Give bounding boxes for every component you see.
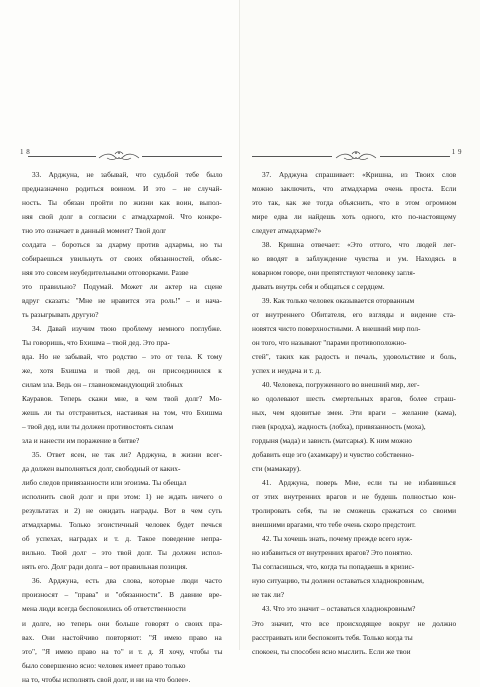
header-rule <box>142 156 222 157</box>
text-line: ко одолевают шесть смертельных врагов, более страш- <box>252 394 456 404</box>
text-line: 34. Давай изучим твою проблему немного поглубже. <box>32 324 222 334</box>
text-line: новятся чисто поверхностными. А внешний мир пол- <box>252 324 421 334</box>
text-line: но избавиться от внутренних врагов? Это понятно. <box>252 548 413 558</box>
right-page-text <box>252 168 456 659</box>
text-line: 37. Арджуна спрашивает: «Кришна, из Твоих слов <box>262 170 457 179</box>
text-line: на то, чтобы исполнять свой долг, и ни на что более». <box>22 674 191 684</box>
text-line: следует атмадхарме?» <box>252 226 322 236</box>
text-line: результатах и 2) не ожидать награды. Вот в чем суть <box>22 506 222 516</box>
text-line: либо следов привязанности или эгоизма. Ты обещал <box>22 478 187 488</box>
page-number-right: 1 9 <box>451 148 462 156</box>
text-line: силам зла. Ведь он – главнокомандующий злобных <box>22 380 183 390</box>
text-line: внешними врагами, что тебе очень скоро предстоит. <box>252 520 416 530</box>
text-line: ть разыгрывать другую? <box>22 310 99 320</box>
text-line: Ты согласишься, что, когда ты попадаешь в кризис- <box>252 562 415 572</box>
ornament-icon <box>334 149 378 163</box>
text-line: не так ли? <box>252 590 285 600</box>
left-page-header <box>0 148 240 162</box>
text-line: зла и нанести им поражение в битве? <box>22 436 140 446</box>
ornament-icon <box>97 149 141 163</box>
text-line: мире едва ли найдешь хоть одного, кто по-настоящему <box>252 212 457 222</box>
text-line: исполнить свой долг и при этом: 1) не ждать ничего о <box>22 492 223 502</box>
text-line: это правильно? Подумай. Может ли актер на сцене <box>22 282 223 292</box>
text-line: – твой дед, или ты должен противостоять силам <box>22 422 174 432</box>
text-line: Ты говоришь, что Бхишма – твой дед. Это пра- <box>22 338 170 348</box>
text-line: 38. Кришна отвечает: «Это оттого, что людей лег- <box>262 240 456 250</box>
text-line: 36. Арджуна, есть два слова, которые люди часто <box>32 576 222 586</box>
text-line: тролировать себя, ты не сможешь сражаться со своими <box>252 506 457 516</box>
text-line: атмадхармы. Только эгоистичный человек будет печься <box>22 520 222 530</box>
text-line: да должен выполняться долг, свободный от каких- <box>22 464 181 474</box>
text-line: вда. Но не забывай, что родство – это от тела. К тому <box>22 352 223 362</box>
text-line: это", "Я имею право на то" и т. д. Я хочу, чтобы ты <box>22 646 223 656</box>
text-line: собираешься увильнуть от своих обязанностей, объяс- <box>22 254 222 264</box>
text-line: солдата – бороться за дхарму против адхармы, но ты <box>22 240 223 250</box>
text-line: спокоен, ты способен ясно мыслить. Если же твои <box>252 646 411 656</box>
text-line: тно это означает в данный момент? Твой долг <box>22 226 167 236</box>
text-line: и долге, но теперь они больше говорят о своих пра- <box>22 618 223 628</box>
text-line: же, хотя Бхишма и твой дед, он присоединился к <box>22 366 222 376</box>
text-line: он того, что называют "парами противоположно- <box>252 338 407 348</box>
text-line: дывать внутрь себя и общаться с сердцем. <box>252 282 385 292</box>
header-rule <box>28 156 96 157</box>
text-line: нять его. Долг ради долга – вот правильная позиция. <box>22 562 188 572</box>
text-line: сти (мамакару). <box>252 464 301 474</box>
text-line: Кауравов. Теперь скажи мне, в чем твой долг? Мо- <box>22 394 222 404</box>
text-line: ко вводят в заблуждение чувства и ум. Находясь в <box>252 254 457 264</box>
text-line: вдруг сказать: "Мне не нравится эта роль!" – и нача- <box>22 296 222 306</box>
text-line: 41. Арджуна, поверь Мне, если ты не избавишься <box>262 478 456 488</box>
text-line: предназначено родиться воином. И это – не случай- <box>22 184 222 194</box>
text-line: было совершенно ясно: человек имеет право только <box>22 660 186 670</box>
text-line: успех и неудача и т. д. <box>252 366 322 376</box>
text-line: няя свой долг в согласии с атмадхармой. Что конкре- <box>22 212 222 222</box>
text-line: это так, как же тогда объяснить, что в этом огромном <box>252 198 457 208</box>
text-line: 42. Ты хочешь знать, почему прежде всего нуж- <box>262 534 413 544</box>
left-page <box>0 0 240 684</box>
text-line: жешь ли ты отстраниться, настаивая на том, что Бхишма <box>22 408 223 418</box>
text-line: коварном говоре, они препятствуют человеку загля- <box>252 268 416 278</box>
text-line: об успехах, наградах и т. д. Такое поведение непра- <box>22 534 222 544</box>
text-line: вильно. Твой долг – это твой долг. Ты должен испол- <box>22 548 223 558</box>
page-number-left: 1 8 <box>20 148 31 156</box>
right-page <box>240 0 480 656</box>
text-line: ную ситуацию, ты должен оставаться хладнокровным, <box>252 576 424 586</box>
text-line: Это значит, что все происходящее вокруг не должно <box>252 618 457 628</box>
text-line: 39. Как только человек оказывается оторванным <box>262 296 415 306</box>
text-line: 33. Арджуна, не забывай, что судьбой тебе было <box>32 170 223 179</box>
text-line: гордыня (мада) и зависть (матсарья). К ним можно <box>252 436 412 446</box>
text-line: расстраивать или беспокоить тебя. Только когда ты <box>252 632 413 642</box>
text-line: добавить еще эго (ахамкару) и чувство собственно- <box>252 450 414 460</box>
header-rule <box>380 156 450 157</box>
text-line: можно заключить, что атмадхарма очень проста. Если <box>252 184 457 194</box>
text-line: ность. Ты обязан пройти по жизни как воин, выпол- <box>22 198 222 208</box>
text-line: от этих внутренних врагов и не будешь полностью кон- <box>252 492 456 502</box>
text-line: няя это совсем неубедительными отговорками. Разве <box>22 268 189 278</box>
right-page-header <box>240 148 480 162</box>
text-line: 40. Человека, погруженного во внешний мир, лег- <box>262 380 420 390</box>
header-rule <box>252 156 332 157</box>
text-line: 43. Что это значит – оставаться хладнокровным? <box>262 604 416 614</box>
text-line: от внутреннего Обитателя, его взгляды и видение ста- <box>252 310 456 320</box>
text-line: вах. Они настойчиво повторяют: "Я имею право на <box>22 632 222 642</box>
text-line: мена люди всегда беспокоились об ответственности <box>22 604 186 614</box>
left-page-text <box>22 168 222 687</box>
text-line: стей", таких как радость и печаль, удовольствие и боль, <box>252 352 457 362</box>
text-line: ных, чем ядовитые змеи. Эти враги – желание (кама), <box>252 408 457 418</box>
text-line: произносят – "права" и "обязанности". В давние вре- <box>22 590 222 600</box>
text-line: 35. Ответ ясен, не так ли? Арджуна, в жизни всег- <box>32 450 223 460</box>
text-line: гнев (кродха), жадность (лобха), привязанность (моха), <box>252 422 426 432</box>
